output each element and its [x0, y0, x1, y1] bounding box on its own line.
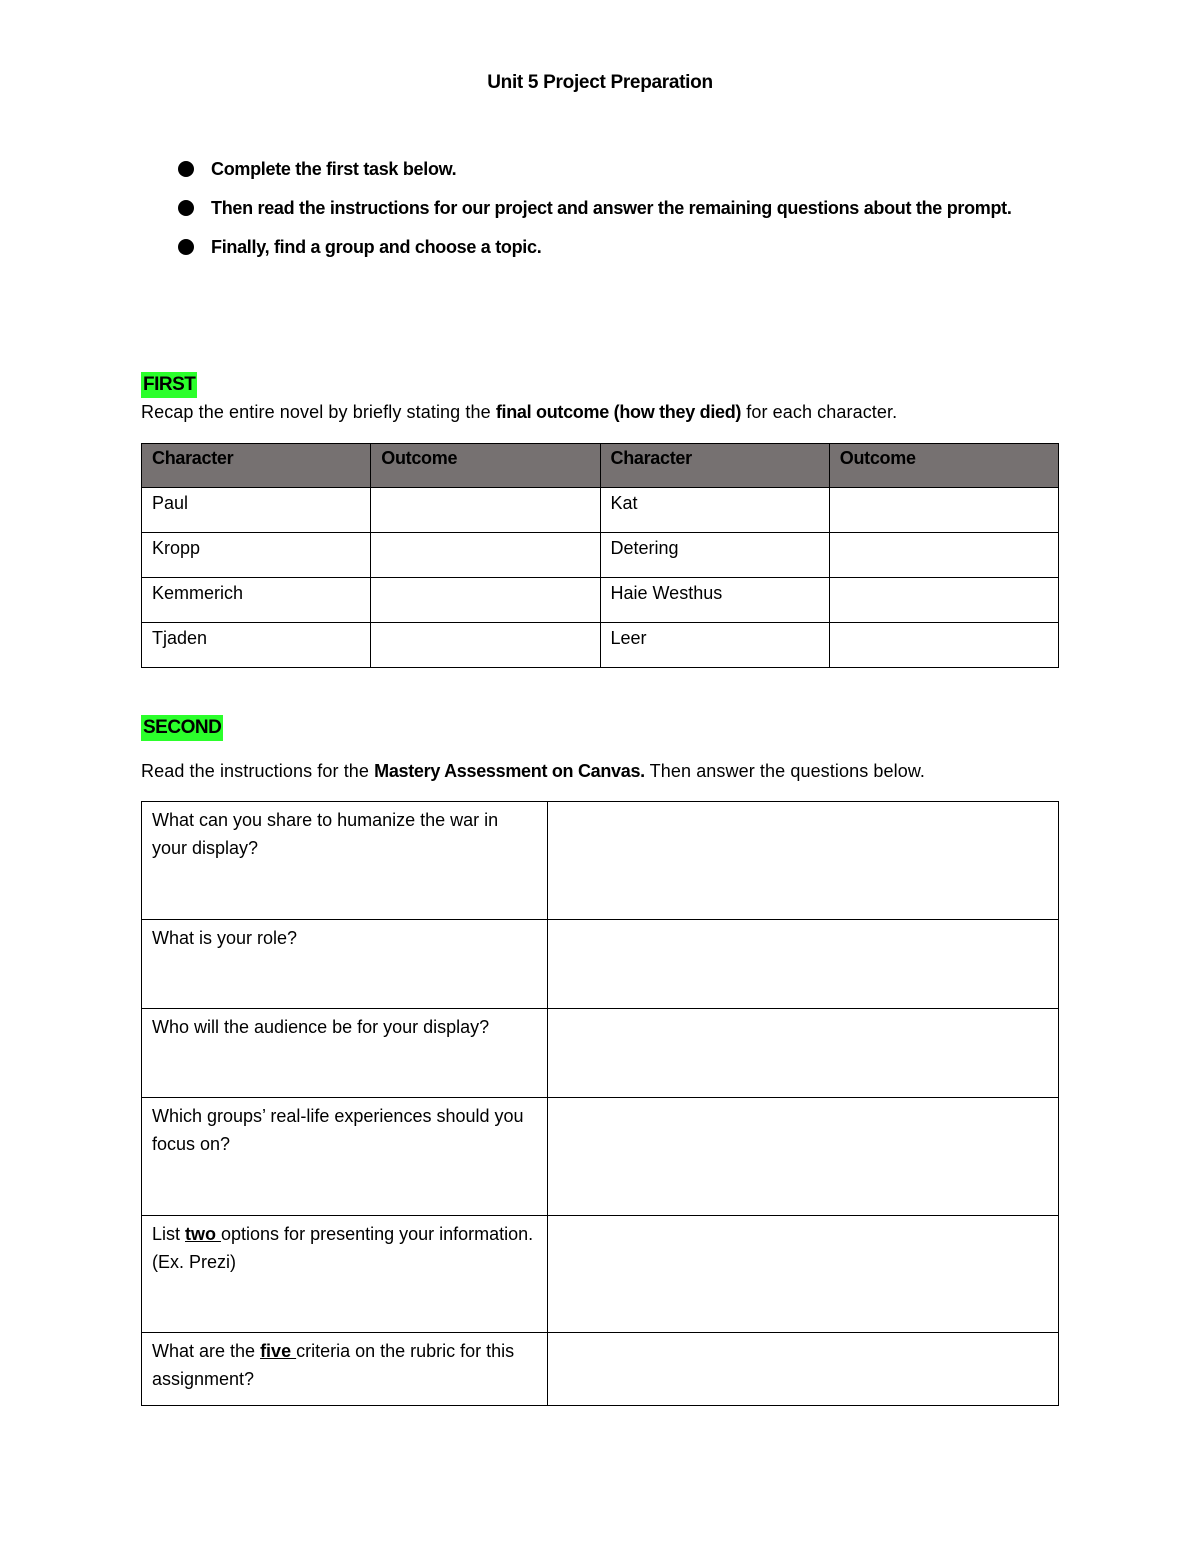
first-instruction-post: for each character. [741, 402, 898, 422]
list-item [176, 152, 1036, 187]
table-row [142, 1333, 1059, 1406]
answer-cell[interactable] [548, 1009, 1059, 1098]
second-instruction [141, 761, 925, 782]
bullet-text: Finally, find a group and choose a topic. [211, 237, 542, 257]
answer-cell[interactable] [548, 1216, 1059, 1333]
first-instruction-pre: Recap the entire novel by briefly stating the [141, 402, 496, 422]
character-name: Paul [142, 488, 371, 533]
character-name: Leer [600, 623, 829, 668]
question-table [141, 801, 1059, 1406]
question-text-pre: What are the [152, 1341, 261, 1361]
list-item [176, 191, 1036, 226]
bullet-text: Then read the instructions for our project and answer the remaining questions about the prompt. [211, 198, 1012, 218]
character-name: Kat [600, 488, 829, 533]
question-cell [142, 1098, 548, 1216]
character-name: Detering [600, 533, 829, 578]
table-row [142, 623, 1059, 668]
outcome-cell[interactable] [829, 578, 1058, 623]
question-cell [142, 920, 548, 1009]
question-cell [142, 1333, 548, 1406]
question-text: What can you share to humanize the war in your display? [152, 810, 499, 858]
outcome-cell[interactable] [829, 623, 1058, 668]
character-name: Kemmerich [142, 578, 371, 623]
outcome-cell[interactable] [371, 533, 600, 578]
outcome-cell[interactable] [371, 623, 600, 668]
question-emphasis: five [260, 1341, 297, 1361]
character-name: Haie Westhus [600, 578, 829, 623]
character-name: Kropp [142, 533, 371, 578]
outcome-cell[interactable] [829, 533, 1058, 578]
second-instruction-pre: Read the instructions for the [141, 761, 375, 781]
question-text: Who will the audience be for your display? [152, 1017, 490, 1037]
answer-cell[interactable] [548, 802, 1059, 920]
outcome-cell[interactable] [829, 488, 1058, 533]
table-row [142, 920, 1059, 1009]
question-cell [142, 802, 548, 920]
question-text-post: criteria on the rubric for this assignment? [152, 1341, 515, 1389]
first-heading: FIRST [141, 372, 197, 398]
first-instruction [141, 402, 897, 423]
answer-cell[interactable] [548, 920, 1059, 1009]
answer-cell[interactable] [548, 1098, 1059, 1216]
second-heading: SECOND [141, 715, 223, 741]
table-row [142, 1216, 1059, 1333]
table-row [142, 1098, 1059, 1216]
bullet-icon [178, 200, 194, 216]
outcome-cell[interactable] [371, 488, 600, 533]
character-name: Tjaden [142, 623, 371, 668]
column-header-outcome: Outcome [371, 444, 600, 488]
question-text-post: options for presenting your information. (Ex. Prezi) [152, 1224, 534, 1272]
instruction-list [176, 152, 1036, 269]
outcome-cell[interactable] [371, 578, 600, 623]
character-outcome-table [141, 443, 1059, 668]
table-row [142, 533, 1059, 578]
column-header-character: Character [600, 444, 829, 488]
second-instruction-post: Then answer the questions below. [644, 761, 926, 781]
question-emphasis: two [185, 1224, 222, 1244]
table-header-row [142, 444, 1059, 488]
question-cell [142, 1216, 548, 1333]
list-item [176, 230, 1036, 265]
table-row [142, 802, 1059, 920]
bullet-icon [178, 239, 194, 255]
table-row [142, 1009, 1059, 1098]
question-text-pre: List [152, 1224, 186, 1244]
table-row [142, 488, 1059, 533]
table-row [142, 578, 1059, 623]
answer-cell[interactable] [548, 1333, 1059, 1406]
question-text: What is your role? [152, 928, 298, 948]
bullet-icon [178, 161, 194, 177]
column-header-outcome: Outcome [829, 444, 1058, 488]
question-cell [142, 1009, 548, 1098]
first-instruction-bold: final outcome (how they died) [495, 402, 742, 422]
column-header-character: Character [142, 444, 371, 488]
second-instruction-bold: Mastery Assessment on Canvas. [374, 761, 645, 781]
question-text: Which groups’ real-life experiences should you focus on? [152, 1106, 524, 1154]
page-title: Unit 5 Project Preparation [487, 72, 713, 93]
bullet-text: Complete the first task below. [211, 159, 457, 179]
